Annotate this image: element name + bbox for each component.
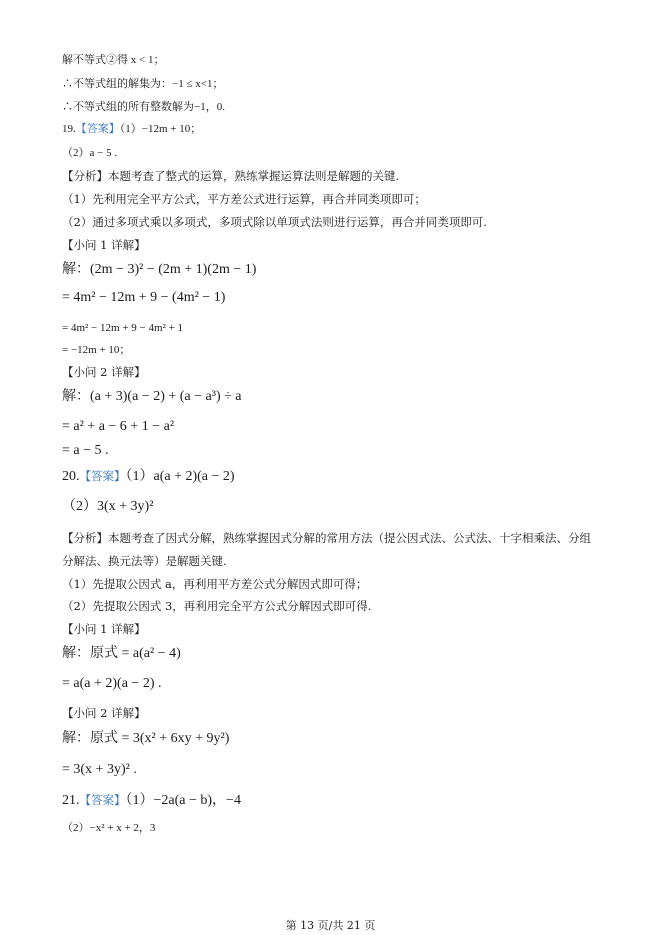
math-line: = −12m + 10； [62,344,131,356]
sub-heading: 【小问 1 详解】 [62,238,146,252]
answer-tag: 【答案】 [79,795,126,807]
answer-tag: 【答案】 [79,471,126,483]
text-line: ∴不等式组的所有整数解为−1，0. [62,101,225,113]
text-line: （2）a − 5 . [62,147,118,159]
text-line: ∴不等式组的解集为：−1 ≤ x<1； [62,78,224,90]
answer-line: 21.【答案】（1）−2a(a − b)，−4 [62,793,241,808]
analysis-line: 【分析】本题考查了因式分解，熟练掌握因式分解的常用方法（提公因式法、公式法、十字相乘法、分组 [62,531,591,545]
text-line: （2）先提取公因式 3，再利用完全平方公式分解因式即可得. [62,599,372,613]
math-line: 解：(a + 3)(a − 2) + (a − a³) ÷ a [62,389,242,404]
text-line: （2）通过多项式乘以多项式，多项式除以单项式法则进行运算，再合并同类项即可. [62,215,487,229]
sub-heading: 【小问 2 详解】 [62,365,146,379]
math-line: 解：原式 = a(a² − 4) [62,646,181,661]
math-line: = 3(x + 3y)² . [62,762,137,777]
question-number: 21. [62,793,80,808]
math-line: （2）3(x + 3y)² [62,499,154,514]
math-line: = a − 5 . [62,443,109,458]
question-number: 19. [62,123,76,135]
sub-heading: 【小问 2 详解】 [62,706,146,720]
math-line: = 4m² − 12m + 9 − 4m² + 1 [62,322,184,334]
math-line: 解：(2m − 3)² − (2m + 1)(2m − 1) [62,262,257,277]
answer-line: 20.【答案】（1）a(a + 2)(a − 2) [62,469,235,484]
answer-tag: 【答案】 [75,123,120,135]
math-line: = a(a + 2)(a − 2) . [62,676,162,691]
sub-heading: 【小问 1 详解】 [62,622,146,636]
analysis-line: 【分析】本题考查了整式的运算，熟练掌握运算法则是解题的关键. [62,169,400,183]
question-number: 20. [62,469,80,484]
text-line: 分解法、换元法等）是解题关键. [62,554,227,568]
text-line: 解不等式②得 x < 1； [62,54,165,66]
text-line: （1）先利用完全平方公式，平方差公式进行运算，再合并同类项即可； [62,192,426,206]
math-line: = a² + a − 6 + 1 − a² [62,419,175,434]
text-line: （1）先提取公因式 a，再利用平方差公式分解因式即可得； [62,577,368,591]
page-number: 第 13 页/共 21 页 [285,919,376,932]
math-line: （2）−x² + x + 2，3 [62,822,156,834]
math-line: = 4m² − 12m + 9 − (4m² − 1) [62,290,226,305]
math-line: 解：原式 = 3(x² + 6xy + 9y²) [62,731,230,746]
answer-line: 19.【答案】（1）−12m + 10； [62,123,202,135]
